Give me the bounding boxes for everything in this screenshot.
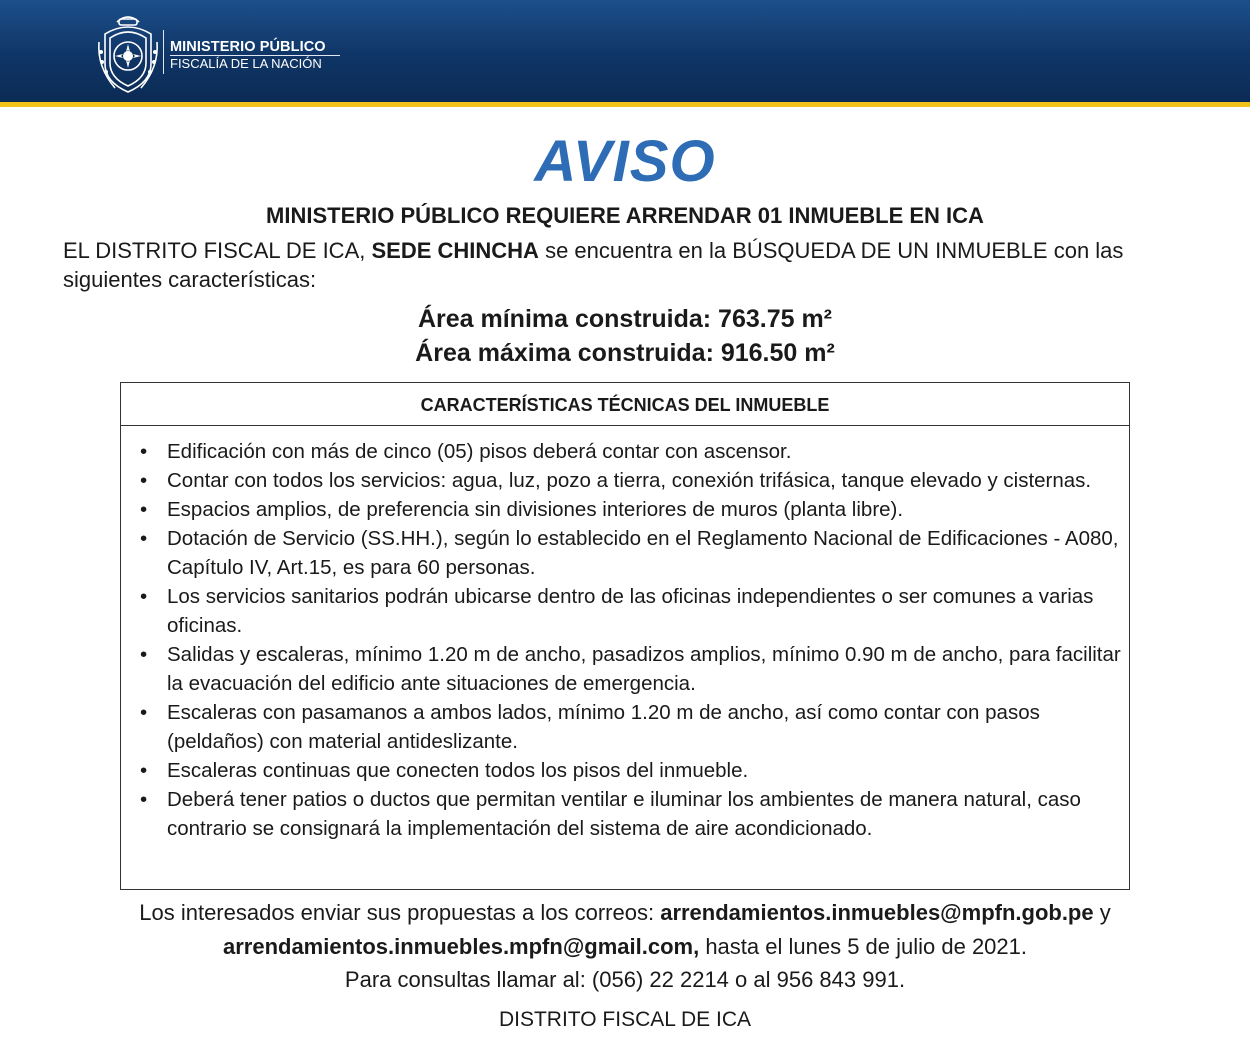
feature-text: Deberá tener patios o ductos que permitan ventilar e iluminar los ambientes de manera natural, caso contrario se consignará la implementación del sistema de aire acondicionado.: [167, 788, 1081, 840]
intro-paragraph: [63, 236, 1203, 294]
list-item: [121, 437, 1121, 466]
contact-line-2: [0, 934, 1250, 960]
phone-line: Para consultas llamar al: (056) 22 2214 o al 956 843 991.: [344, 967, 906, 992]
institution-seal-icon: [95, 12, 161, 96]
list-item: [121, 524, 1121, 582]
list-item: [121, 785, 1121, 843]
deadline-text: hasta el lunes 5 de julio de 2021.: [699, 934, 1028, 959]
list-item: [121, 495, 1121, 524]
feature-text: Salidas y escaleras, mínimo 1.20 m de ancho, pasadizos amplios, mínimo 0.90 m de ancho, para facilitar la evacuación del edificio ante situaciones de emergencia.: [167, 643, 1121, 695]
feature-text: Dotación de Servicio (SS.HH.), según lo establecido en el Reglamento Nacional de Edificaciones - A080, Capítulo IV, Art.15, es para 60 personas.: [167, 527, 1119, 579]
bullet-icon: •: [140, 701, 148, 724]
feature-text: Contar con todos los servicios: agua, luz, pozo a tierra, conexión trifásica, tanque elevado y cisternas.: [167, 469, 1092, 492]
bullet-icon: •: [140, 788, 148, 811]
feature-text: Los servicios sanitarios podrán ubicarse dentro de las oficinas independientes o ser comunes a varias oficinas.: [167, 585, 1094, 637]
feature-text: Escaleras continuas que conecten todos los pisos del inmueble.: [167, 759, 749, 782]
intro-bold-sede: SEDE CHINCHA: [371, 238, 539, 263]
feature-text: Edificación con más de cinco (05) pisos deberá contar con ascensor.: [167, 440, 792, 463]
bullet-icon: •: [140, 585, 148, 608]
feature-text: Espacios amplios, de preferencia sin divisiones interiores de muros (planta libre).: [167, 498, 904, 521]
brand-name: MINISTERIO PÚBLICO: [170, 39, 326, 55]
features-heading: CARACTERÍSTICAS TÉCNICAS DEL INMUEBLE: [121, 383, 1129, 426]
contact-text: Los interesados enviar sus propuestas a los correos:: [139, 900, 661, 925]
features-list: [121, 437, 1121, 843]
contact-line-1: [0, 900, 1250, 926]
brand-divider: [163, 30, 164, 74]
notice-title: AVISO: [534, 129, 716, 194]
area-maximum: Área máxima construida: 916.50 m²: [415, 339, 835, 367]
intro-text-1: EL DISTRITO FISCAL DE ICA,: [63, 238, 372, 263]
bullet-icon: •: [140, 643, 148, 666]
header-banner: [0, 0, 1250, 102]
signature: DISTRITO FISCAL DE ICA: [498, 1008, 752, 1031]
list-item: [121, 466, 1121, 495]
contact-and: y: [1093, 900, 1111, 925]
email-link-2[interactable]: arrendamientos.inmuebles.mpfn@gmail.com,: [222, 934, 700, 959]
list-item: [121, 640, 1121, 698]
intro-text-2: se encuentra en la BÚSQUEDA DE UN INMUEBLE con las siguientes características:: [63, 238, 1124, 292]
list-item: [121, 582, 1121, 640]
bullet-icon: •: [140, 469, 148, 492]
header-gold-stripe: [0, 102, 1250, 107]
email-link-1[interactable]: arrendamientos.inmuebles@mpfn.gob.pe: [660, 900, 1094, 925]
features-box: [120, 382, 1130, 890]
bullet-icon: •: [140, 440, 148, 463]
bullet-icon: •: [140, 759, 148, 782]
area-minimum: Área mínima construida: 763.75 m²: [417, 305, 833, 333]
brand-subtitle: FISCALÍA DE LA NACIÓN: [170, 56, 322, 71]
list-item: [121, 698, 1121, 756]
notice-subtitle: MINISTERIO PÚBLICO REQUIERE ARRENDAR 01 INMUEBLE EN ICA: [266, 203, 984, 228]
feature-text: Escaleras con pasamanos a ambos lados, mínimo 1.20 m de ancho, así como contar con pasos (peldaños) con material antideslizante.: [167, 701, 1040, 753]
bullet-icon: •: [140, 527, 148, 550]
bullet-icon: •: [140, 498, 148, 521]
list-item: [121, 756, 1121, 785]
